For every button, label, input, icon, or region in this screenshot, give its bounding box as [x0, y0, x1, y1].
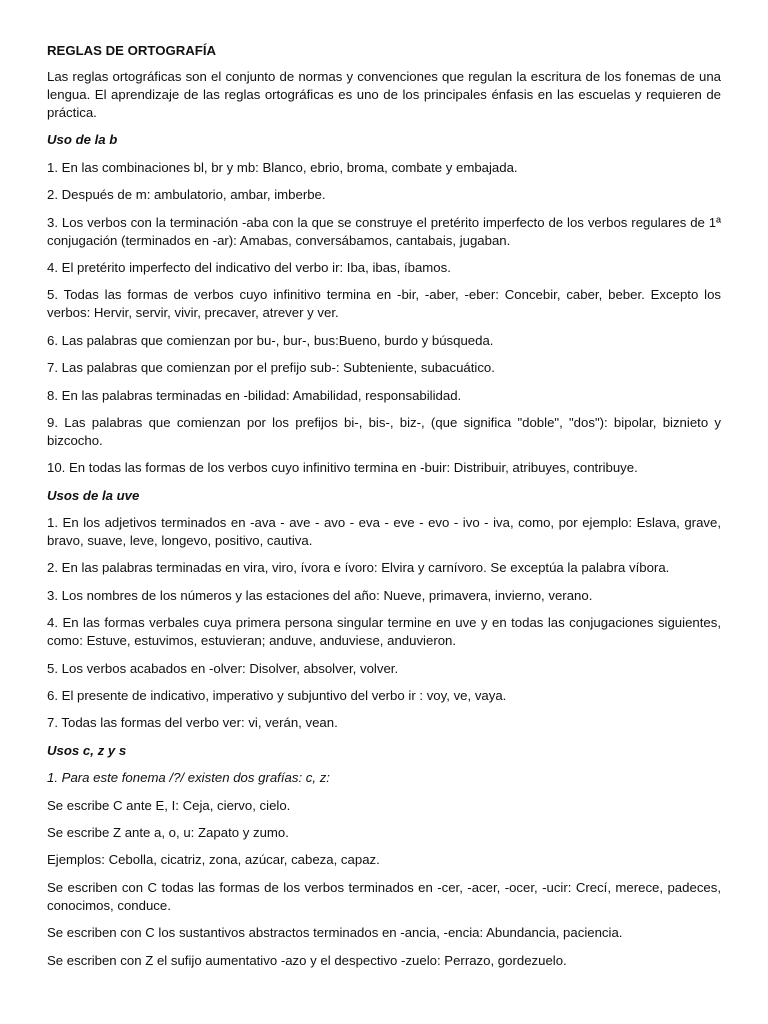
rule-item: 8. En las palabras terminadas en -bilidad: Amabilidad, responsabilidad. — [47, 387, 462, 403]
rule-item: Se escribe C ante E, I: Ceja, ciervo, cielo. — [47, 797, 291, 813]
rule-item: Se escriben con C los sustantivos abstractos terminados en -ancia, -encia: Abundancia, paciencia. — [47, 925, 623, 941]
rule-item: 7. Todas las formas del verbo ver: vi, verán, vean. — [47, 715, 338, 731]
section-heading-b: Uso de la b — [47, 132, 118, 148]
rule-item: 4. El pretérito imperfecto del indicativo del verbo ir: Iba, ibas, íbamos. — [47, 259, 451, 275]
rule-item: 5. Todas las formas de verbos cuyo infinitivo termina en -bir, -aber, -eber: Concebir, caber, beber. Excepto los verbos: Hervir, servir, vivir, precaver, atrever y ver. — [47, 287, 721, 321]
rule-item: 2. En las palabras terminadas en vira, viro, ívora e ívoro: Elvira y carnívoro. Se exceptúa la palabra víbora. — [47, 560, 670, 576]
rule-item: 9. Las palabras que comienzan por los prefijos bi-, bis-, biz-, (que significa "doble", "dos"): bipolar, biznieto y bizcocho. — [47, 414, 721, 448]
document — [47, 42, 721, 970]
rule-item: 1. En los adjetivos terminados en -ava - ave - avo - eva - eve - evo - ivo - iva, como, por ejemplo: Eslava, grave, bravo, suave, leve, longevo, positivo, cautiva. — [47, 515, 721, 549]
rule-item: 2. Después de m: ambulatorio, ambar, imberbe. — [47, 187, 326, 203]
intro-paragraph: Las reglas ortográficas son el conjunto de normas y convenciones que regulan la escritura de los fonemas de una lengua. El aprendizaje de las reglas ortográficas es uno de los principales énfasis en las escuelas y requieren de práctica. — [47, 69, 721, 120]
rule-item: 1. En las combinaciones bl, br y mb: Blanco, ebrio, broma, combate y embajada. — [47, 159, 518, 175]
section-heading-v: Usos de la uve — [47, 487, 140, 503]
rule-item: Se escribe Z ante a, o, u: Zapato y zumo. — [47, 824, 289, 840]
rule-item: 7. Las palabras que comienzan por el prefijo sub-: Subteniente, subacuático. — [47, 360, 495, 376]
rule-item: Se escriben con C todas las formas de los verbos terminados en -cer, -acer, -ocer, -ucir: Crecí, merece, padeces, conocimos, conduce. — [47, 879, 721, 913]
rule-item: 4. En las formas verbales cuya primera persona singular termine en uve y en todas las conjugaciones siguientes, como: Estuve, estuvimos, estuvieran; anduve, anduviese, anduvieron. — [47, 615, 721, 649]
rule-item: 6. El presente de indicativo, imperativo y subjuntivo del verbo ir : voy, ve, vaya. — [47, 688, 507, 704]
rule-item: Ejemplos: Cebolla, cicatriz, zona, azúcar, cabeza, capaz. — [47, 852, 380, 868]
section-subheading: 1. Para este fonema /?/ existen dos grafías: c, z: — [47, 770, 330, 786]
rule-item: Se escriben con Z el sufijo aumentativo -azo y el despectivo -zuelo: Perrazo, gordezuelo. — [47, 952, 567, 968]
document-title: REGLAS DE ORTOGRAFÍA — [47, 43, 217, 58]
rule-item: 10. En todas las formas de los verbos cuyo infinitivo termina en -buir: Distribuir, atribuyes, contribuye. — [47, 460, 638, 476]
rule-item: 3. Los verbos con la terminación -aba con la que se construye el pretérito imperfecto de los verbos regulares de 1ª conjugación (terminados en -ar): Amabas, conversábamos, cantabais, jugaban. — [47, 214, 721, 248]
section-heading-czs: Usos c, z y s — [47, 742, 127, 758]
rule-item: 6. Las palabras que comienzan por bu-, bur-, bus:Bueno, burdo y búsqueda. — [47, 332, 494, 348]
rule-item: 3. Los nombres de los números y las estaciones del año: Nueve, primavera, invierno, verano. — [47, 587, 593, 603]
rule-item: 5. Los verbos acabados en -olver: Disolver, absolver, volver. — [47, 660, 399, 676]
